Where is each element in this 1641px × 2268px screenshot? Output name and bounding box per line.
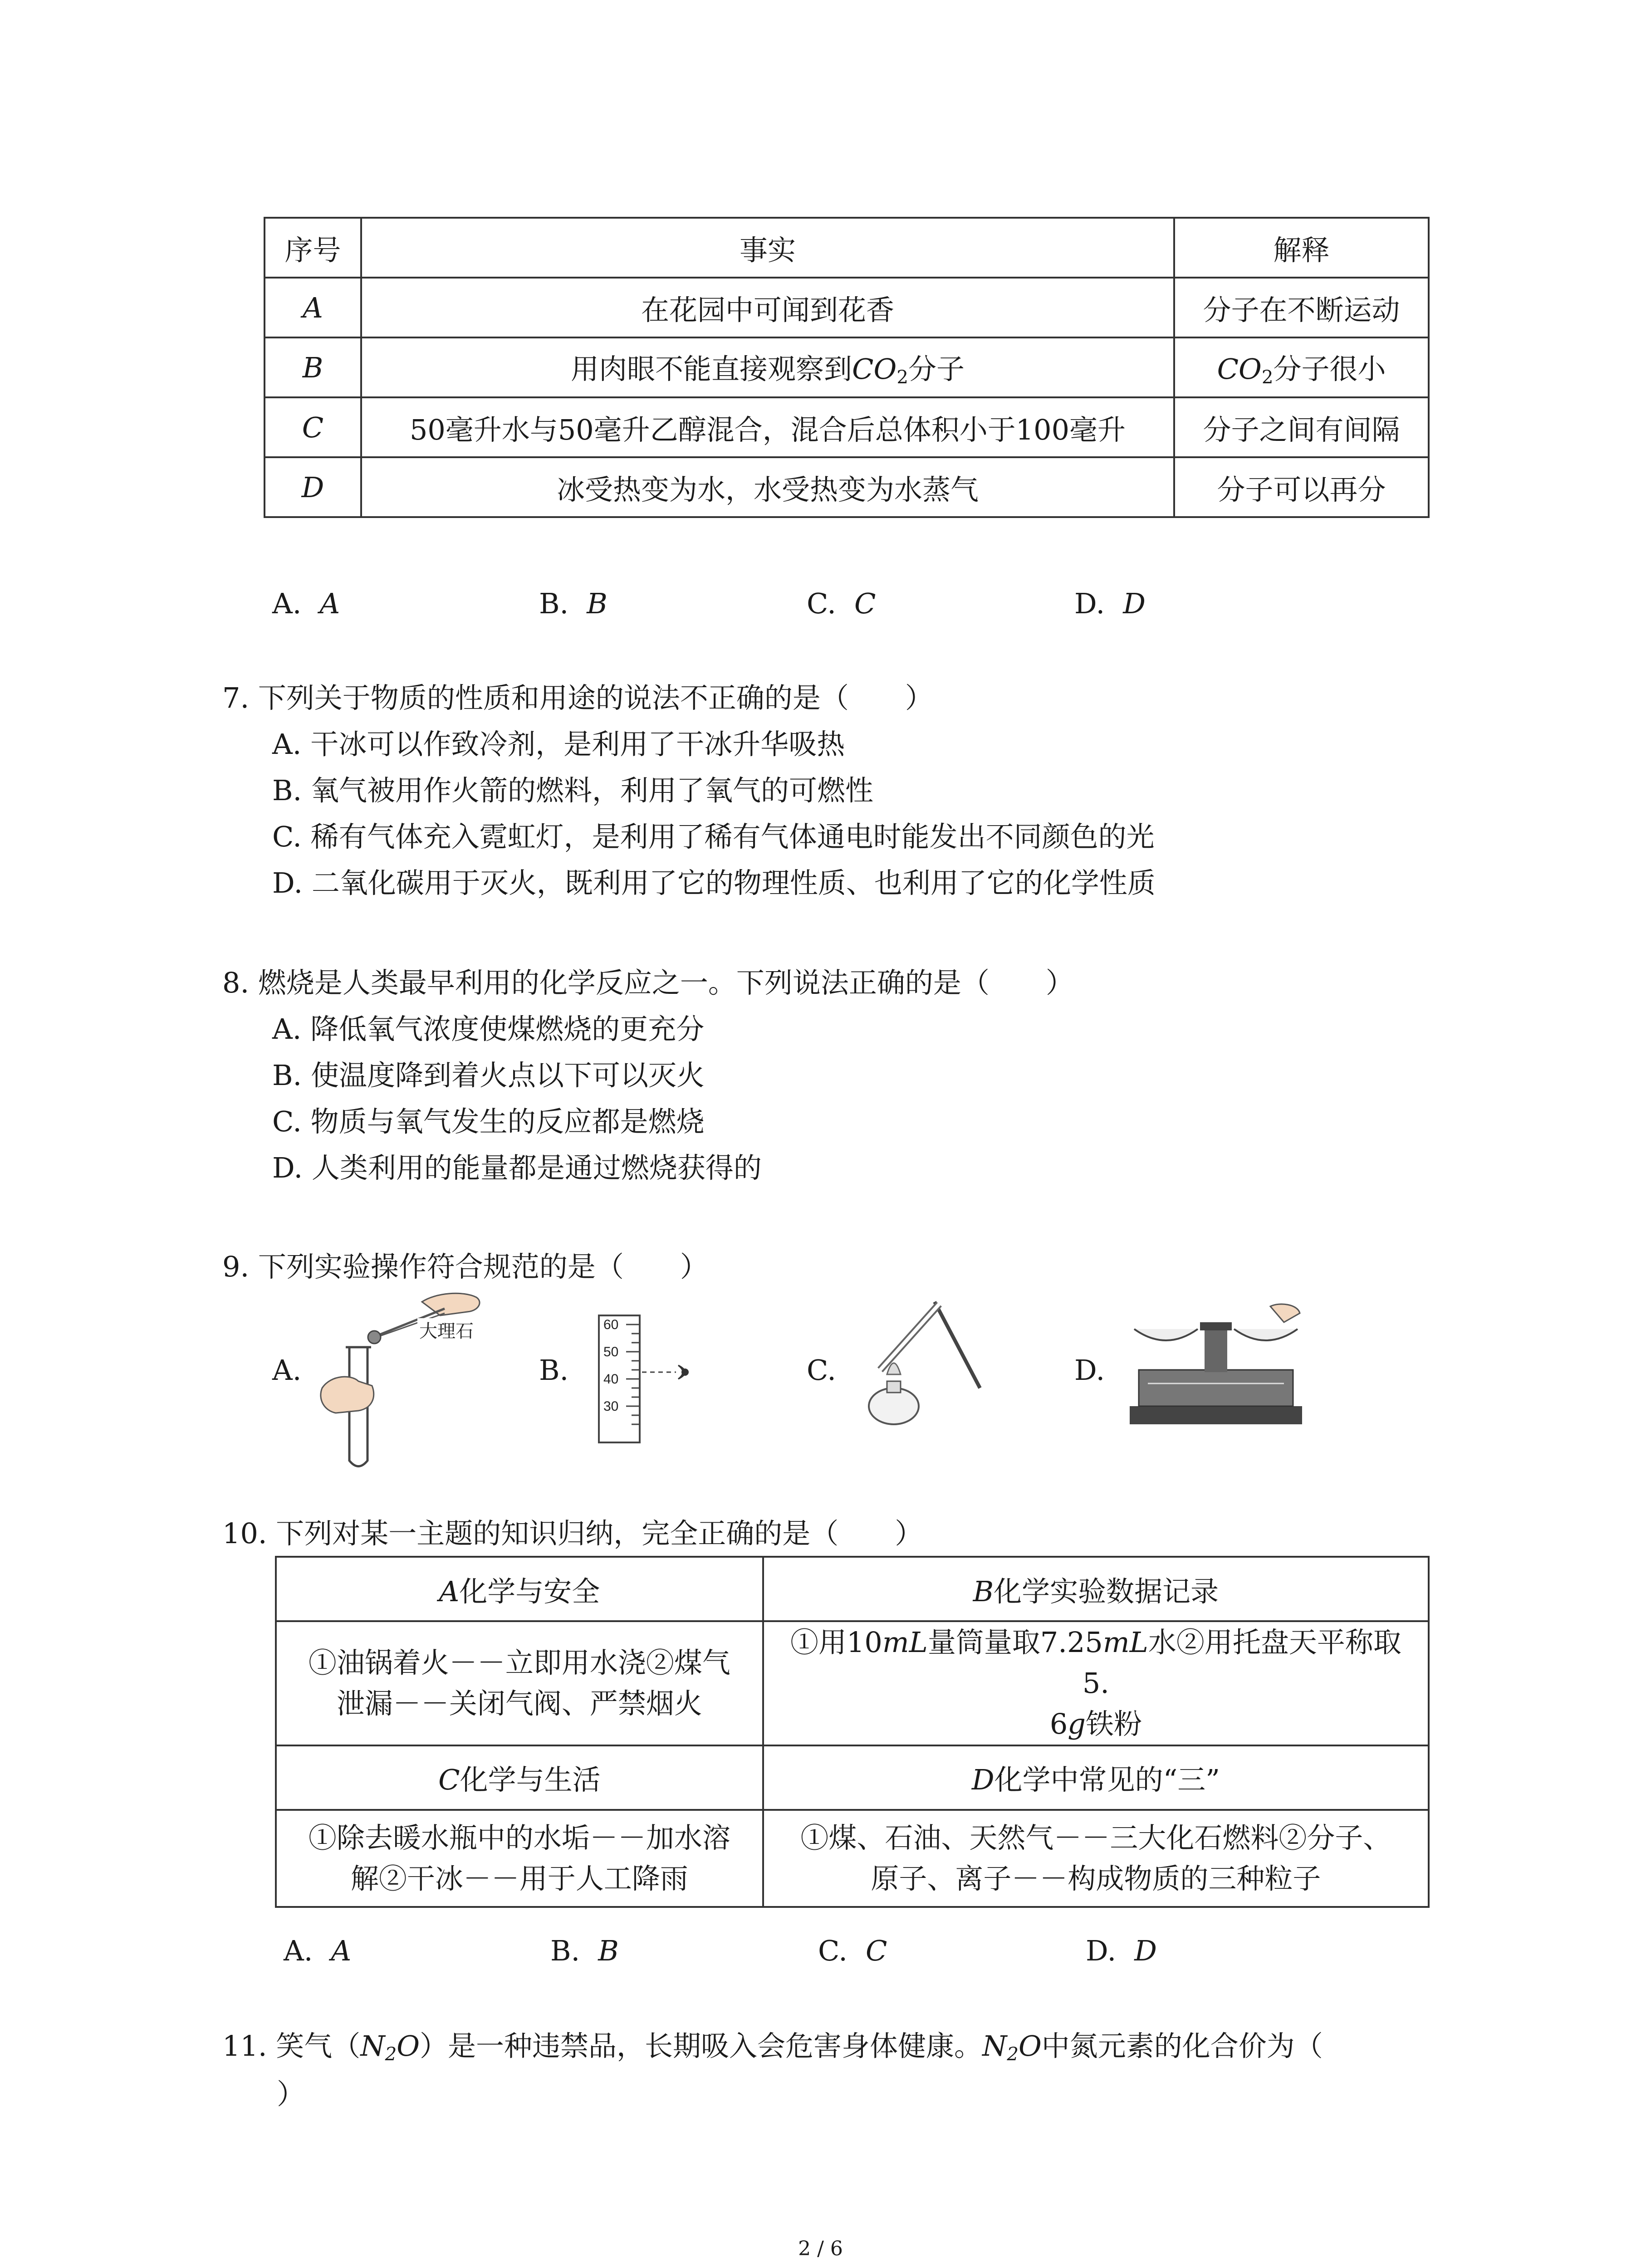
table-header-cell: 事实 <box>361 218 1174 278</box>
row-id: D <box>265 457 361 517</box>
table-row <box>276 1557 1429 1621</box>
q6-option-b[interactable]: B. B <box>539 587 607 620</box>
q8-option-d[interactable]: D. 人类利用的能量都是通过燃烧获得的 <box>272 1151 762 1184</box>
q10-option-d[interactable]: D. D <box>1086 1934 1157 1967</box>
q10-option-c[interactable]: C. C <box>818 1934 887 1967</box>
q7-stem: 7. 下列关于物质的性质和用途的说法不正确的是（ ） <box>222 681 933 714</box>
facts-table <box>264 217 1430 518</box>
table-row <box>265 457 1429 517</box>
cell-a-head: A化学与安全 <box>276 1557 763 1621</box>
q6-option-d[interactable]: D. D <box>1074 587 1146 620</box>
cell-c-head: C化学与生活 <box>276 1745 763 1810</box>
svg-text:30: 30 <box>603 1399 619 1414</box>
q11-stem-continued: ） <box>277 2077 305 2111</box>
q8-stem: 8. 燃烧是人类最早利用的化学反应之一。下列说法正确的是（ ） <box>222 966 1074 999</box>
row-explain: $CO_2$分子很小 <box>1174 337 1429 397</box>
q9-option-a-label[interactable]: A. <box>272 1354 302 1387</box>
table-header-cell: 序号 <box>265 218 361 278</box>
cell-d-body: ①煤、石油、天然气－－三大化石燃料②分子、 原子、离子－－构成物质的三种粒子 <box>763 1810 1429 1907</box>
cell-a-body: ①油锅着火－－立即用水浇②煤气 泄漏－－关闭气阀、严禁烟火 <box>276 1621 763 1745</box>
q7-option-b[interactable]: B. 氧气被用作火箭的燃料，利用了氧气的可燃性 <box>272 774 873 807</box>
row-id: C <box>265 397 361 457</box>
page-number: 2 / 6 <box>798 2237 843 2260</box>
q10-stem: 10. 下列对某一主题的知识归纳，完全正确的是（ ） <box>222 1517 923 1550</box>
table-header-row <box>265 218 1429 278</box>
svg-text:60: 60 <box>603 1317 619 1332</box>
svg-text:40: 40 <box>603 1372 619 1387</box>
q9-option-d-label[interactable]: D. <box>1074 1354 1105 1387</box>
q8-option-c[interactable]: C. 物质与氧气发生的反应都是燃烧 <box>272 1105 705 1138</box>
marble-label: 大理石 <box>419 1321 474 1341</box>
svg-text:50: 50 <box>603 1344 619 1359</box>
row-id: B <box>265 337 361 397</box>
q11-stem: 11. 笑气$(N_2O)$是一种违禁品，长期吸入会危害身体健康。$N_2O$中氮元素的化合价为（ <box>222 2029 1323 2065</box>
q9-option-c-label[interactable]: C. <box>807 1354 836 1387</box>
q10-option-a[interactable]: A. A <box>284 1934 352 1967</box>
row-fact: 用肉眼不能直接观察到$CO_2$分子 <box>361 337 1174 397</box>
table-row <box>265 278 1429 337</box>
table-row <box>265 337 1429 397</box>
table-row <box>276 1810 1429 1907</box>
row-fact: 50毫升水与50毫升乙醇混合，混合后总体积小于100毫升 <box>361 397 1174 457</box>
q9-option-b-label[interactable]: B. <box>539 1354 569 1387</box>
q7-option-a[interactable]: A. 干冰可以作致冷剂，是利用了干冰升华吸热 <box>272 728 845 761</box>
table-row <box>265 397 1429 457</box>
q10-option-b[interactable]: B. B <box>550 1934 619 1967</box>
graduated-cylinder-illustration <box>581 1306 717 1452</box>
knowledge-table <box>275 1556 1430 1908</box>
row-id: A <box>265 278 361 337</box>
q8-option-b[interactable]: B. 使温度降到着火点以下可以灭火 <box>272 1059 705 1092</box>
row-explain: 分子之间有间隔 <box>1174 397 1429 457</box>
q8-option-a[interactable]: A. 降低氧气浓度使煤燃烧的更充分 <box>272 1012 705 1046</box>
q7-option-d[interactable]: D. 二氧化碳用于灭火，既利用了它的物理性质、也利用了它的化学性质 <box>272 866 1156 899</box>
row-fact: 冰受热变为水，水受热变为水蒸气 <box>361 457 1174 517</box>
q9-stem: 9. 下列实验操作符合规范的是（ ） <box>222 1250 708 1283</box>
balance-illustration <box>1121 1302 1311 1438</box>
q6-option-c[interactable]: C. C <box>807 587 876 620</box>
cell-b-body: ①用10mL量筒量取7.25mL水②用托盘天平称取5. 6g铁粉 <box>763 1621 1429 1745</box>
marble-tube-illustration <box>309 1284 499 1474</box>
cell-b-head: B化学实验数据记录 <box>763 1557 1429 1621</box>
heating-tube-illustration <box>844 1284 998 1433</box>
table-header-cell: 解释 <box>1174 218 1429 278</box>
table-row <box>276 1621 1429 1745</box>
q6-option-a[interactable]: A. A <box>272 587 340 620</box>
row-fact: 在花园中可闻到花香 <box>361 278 1174 337</box>
cell-c-body: ①除去暖水瓶中的水垢－－加水溶 解②干冰－－用于人工降雨 <box>276 1810 763 1907</box>
table-row <box>276 1745 1429 1810</box>
row-explain: 分子在不断运动 <box>1174 278 1429 337</box>
cell-d-head: D化学中常见的“三” <box>763 1745 1429 1810</box>
q7-option-c[interactable]: C. 稀有气体充入霓虹灯，是利用了稀有气体通电时能发出不同颜色的光 <box>272 820 1155 853</box>
row-explain: 分子可以再分 <box>1174 457 1429 517</box>
